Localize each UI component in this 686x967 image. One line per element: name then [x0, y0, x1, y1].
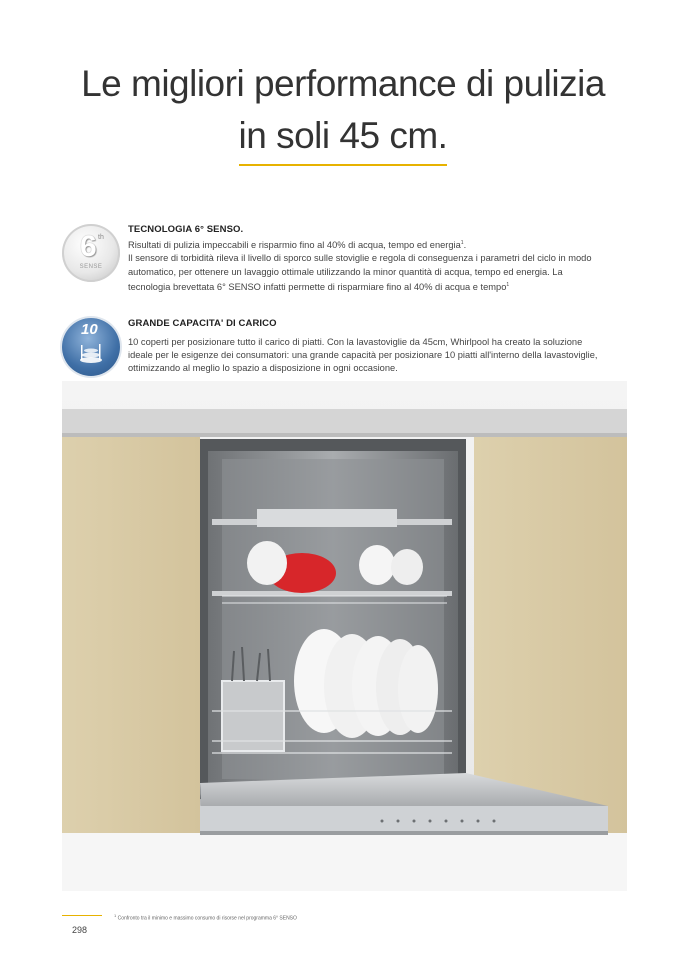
footnote: $^1$ Confronto tra il minimo e massimo consumo di risorse nel programma 6° SENSO: [114, 913, 297, 922]
plates-icon: [78, 340, 104, 366]
cabinet-left: [62, 437, 200, 837]
place-settings-badge-icon: 10: [62, 318, 120, 376]
control-panel: [200, 806, 608, 834]
cutlery-tray: [257, 509, 397, 527]
feature-sixth-sense: [62, 222, 602, 310]
footnote-rule: [62, 915, 102, 916]
page-title: [0, 58, 686, 166]
page-number: 298: [72, 925, 88, 935]
feature-text: 10 coperti per posizionare tutto il carico di piatti. Con la lavastoviglie da 45cm, Whirlpool ha creato la soluzione ideale per le esigenze dei consumatori: una grande capacità per posizionare 10 piatti all'interno della lavastoviglie, ottimizzando al meglio lo spazio a disposizione in ogni occasione.: [128, 337, 598, 374]
title-line-2: in soli 45 cm.: [239, 110, 448, 166]
plates-lower-rack: [294, 629, 438, 738]
dishwasher-photo: [62, 381, 627, 891]
cabinet-right: [474, 437, 627, 837]
feature-capacity: [62, 318, 602, 378]
feature-heading: TECNOLOGIA 6° SENSO.: [128, 224, 244, 235]
feature-text: Risultati di pulizia impeccabili e risparmio fino al 40% di acqua, tempo ed energia$^1$. Il sensore di torbidità rileva il livello di sporco sulle stoviglie e regola di conseguenza i parametri del ciclo in modo automatico, per ottenere un lavaggio ottimale utilizzando la minor quantità di acqua, tempo ed energia. La tecnologia brevettata 6° SENSO infatti permette di risparmiare fino al 40% di acqua e tempo$^1$: [128, 240, 592, 292]
sixth-sense-badge-icon: 6 th SENSE: [62, 224, 120, 282]
title-line-1: Le migliori performance di pulizia: [81, 63, 605, 104]
feature-heading: GRANDE CAPACITA' DI CARICO: [128, 318, 277, 329]
